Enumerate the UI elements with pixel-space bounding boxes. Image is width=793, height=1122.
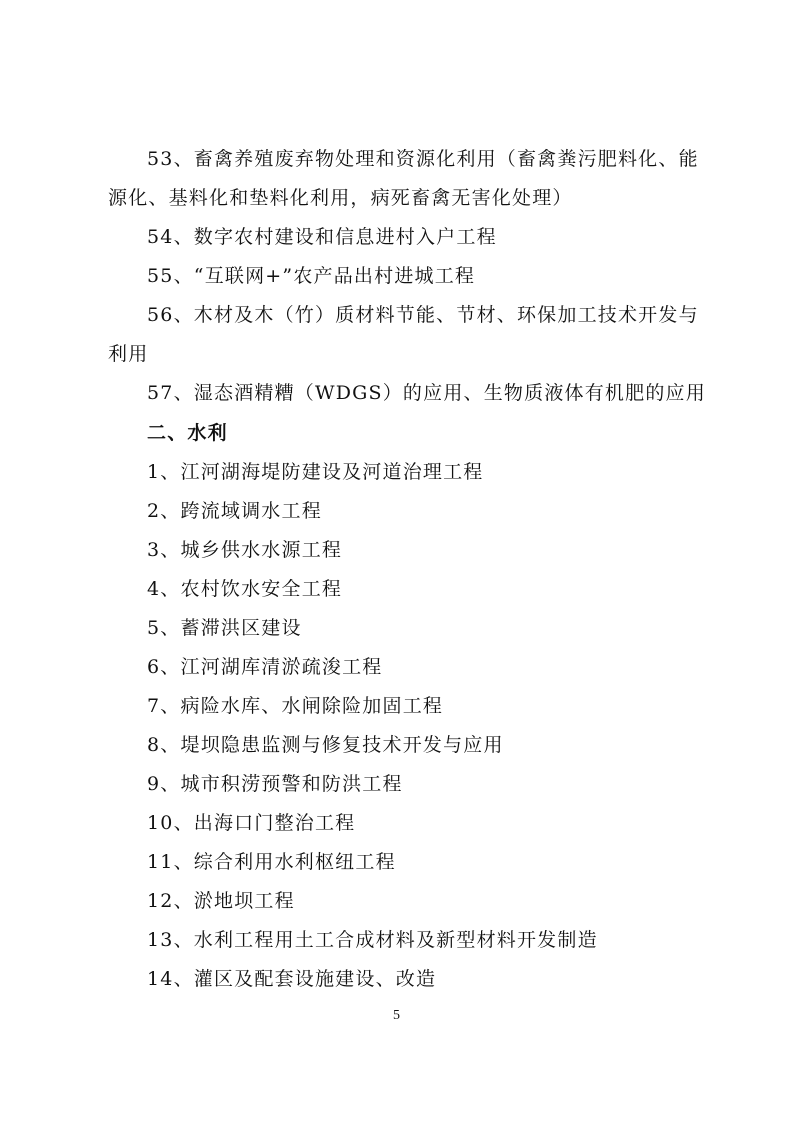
page-number: 5 — [393, 1008, 400, 1023]
list-item: 6、江河湖库清淤疏浚工程 — [147, 656, 383, 678]
list-item: 1、江河湖海堤防建设及河道治理工程 — [147, 461, 484, 483]
list-item: 4、农村饮水安全工程 — [147, 578, 343, 600]
list-item: 9、城市积涝预警和防洪工程 — [147, 773, 403, 795]
item-56-line-2: 利用 — [108, 343, 149, 365]
list-item: 3、城乡供水水源工程 — [147, 539, 343, 561]
list-item: 13、水利工程用土工合成材料及新型材料开发制造 — [147, 929, 598, 951]
list-item: 11、综合利用水利枢纽工程 — [147, 851, 396, 873]
list-item: 10、出海口门整治工程 — [147, 812, 356, 834]
item-54: 54、数字农村建设和信息进村入户工程 — [147, 226, 497, 248]
list-item: 14、灌区及配套设施建设、改造 — [147, 968, 437, 990]
item-56-line-1: 56、木材及木（竹）质材料节能、节材、环保加工技术开发与 — [147, 304, 699, 326]
item-53-line-1: 53、畜禽养殖废弃物处理和资源化利用（畜禽粪污肥料化、能 — [147, 148, 699, 170]
item-55: 55、“互联网+”农产品出村进城工程 — [147, 265, 476, 287]
list-item: 7、病险水库、水闸除险加固工程 — [147, 695, 444, 717]
list-item: 12、淤地坝工程 — [147, 890, 295, 912]
section-heading: 二、水利 — [147, 422, 228, 444]
list-item: 8、堤坝隐患监测与修复技术开发与应用 — [147, 734, 504, 756]
item-57: 57、湿态酒精糟（WDGS）的应用、生物质液体有机肥的应用 — [147, 382, 706, 404]
list-item: 5、蓄滞洪区建设 — [147, 617, 302, 639]
list-item: 2、跨流域调水工程 — [147, 500, 322, 522]
item-53-line-2: 源化、基料化和垫料化利用，病死畜禽无害化处理） — [108, 187, 573, 209]
